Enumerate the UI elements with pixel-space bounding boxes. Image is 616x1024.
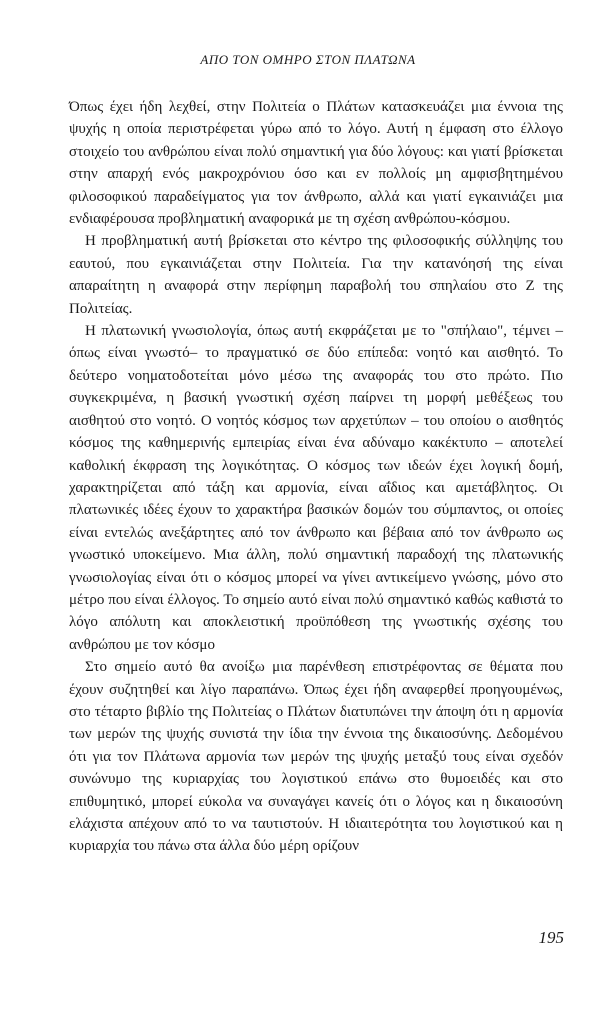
running-head: ΑΠΟ ΤΟΝ ΟΜΗΡΟ ΣΤΟΝ ΠΛΑΤΩΝΑ bbox=[200, 52, 416, 67]
paragraph: Όπως έχει ήδη λεχθεί, στην Πολιτεία ο Πλάτων κατασκευάζει μια έννοια της ψυχής η οποία περιστρέφεται γύρω από το λόγο. Αυτή η έμφαση στο έλλογο στοιχείο του ανθρώπου είναι πολύ σημαντική για δύο λόγους: και γιατί βρίσκεται στην απαρχή ενός μακροχρόνιου όσο και εν πολλοίς μη αμφισβητημένου φιλοσοφικού παραδείγματος για τον άνθρωπο, αλλά και γιατί εγκαινιάζει μια ενδιαφέρουσα προβληματική αναφορικά με τη σχέση ανθρώπου-κόσμου. bbox=[69, 99, 563, 228]
body-text bbox=[69, 96, 563, 858]
paragraph: Η προβληματική αυτή βρίσκεται στο κέντρο της φιλοσοφικής σύλληψης του εαυτού, που εγκαινιάζεται στην Πολιτεία. Για την κατανόησή της είναι απαραίτητη η αναφορά στην περίφημη παραβολή του σπηλαίου στο Ζ της Πολιτείας. bbox=[69, 233, 563, 317]
page-number: 195 bbox=[538, 928, 564, 947]
paragraph: Στο σημείο αυτό θα ανοίξω μια παρένθεση επιστρέφοντας σε θέματα που έχουν συζητηθεί και λίγο παραπάνω. Όπως έχει ήδη αναφερθεί προηγουμένως, στο τέταρτο βιβλίο της Πολιτείας ο Πλάτων διατυπώνει την άποψη ότι η αρμονία των μερών της ψυχής συνιστά την ίδια την έννοια της δικαιοσύνης. Δεδομένου ότι για τον Πλάτωνα αρμονία των μερών της ψυχής μεταξύ τους είναι σχεδόν συνώνυμο της κυριαρχίας του λογιστικού επάνω στο θυμοειδές και στο επιθυμητικό, μπορεί εύκολα να συναγάγει κανείς ότι ο λόγος και η δικαιοσύνη ελάχιστα απέχουν από το να ταυτιστούν. Η ιδιαιτερότητα του λογιστικού και η κυριαρχία του πάνω στα άλλα δύο μέρη ορίζουν bbox=[69, 659, 563, 855]
paragraph: Η πλατωνική γνωσιολογία, όπως αυτή εκφράζεται με το "σπήλαιο", τέμνει –όπως είναι γνωστό– το πραγματικό σε δύο επίπεδα: νοητό και αισθητό. Το δεύτερο νοηματοδοτείται μόνο μέσω της αναφοράς του στο πρώτο. Πιο συγκεκριμένα, η βασική γνωστική σχέση παίρνει τη μορφή μεθέξεως του αισθητού στο νοητό. Ο νοητός κόσμος των αρχετύπων – του οποίου ο αισθητός κόσμος της καθημερινής εμπειρίας είναι ένα αδύναμο κακέκτυπο – αποτελεί καθολική έκφραση της λογικότητας. Ο κόσμος των ιδεών έχει λογική δομή, χαρακτηρίζεται από τάξη και αρμονία, είναι αΐδιος και αμετάβλητος. Οι πλατωνικές ιδέες έχουν το χαρακτήρα βασικών δομών του σύμπαντος, οι οποίες είναι εντελώς ανεξάρτητες από τον άνθρωπο και βέβαια από τον άνθρωπο ως γνωστικό υποκείμενο. Μια άλλη, πολύ σημαντική παραδοχή της πλατωνικής γνωσιολογίας είναι ότι ο κόσμος μπορεί να γίνει αντικείμενο γνώσης, μόνο στο μέτρο που είναι έλλογος. Το σημείο αυτό είναι πολύ σημαντικό καθώς καθιστά το λόγο απόλυτη και αποκλειστική προϋπόθεση της γνωστικής σχέσης του ανθρώπου με τον κόσμο bbox=[69, 323, 563, 653]
